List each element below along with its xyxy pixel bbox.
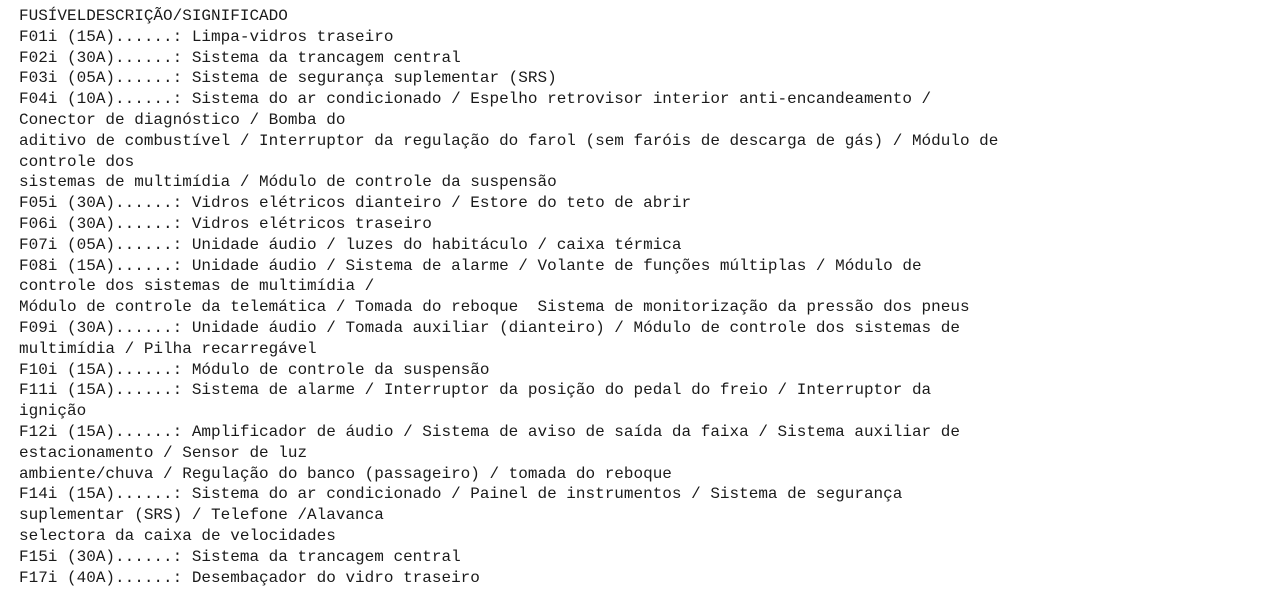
fuse-line-f09i-cont-1: multimídia / Pilha recarregável: [19, 339, 317, 358]
fuse-line-f04i-cont-4: sistemas de multimídia / Módulo de controle da suspensão: [19, 173, 557, 192]
fuse-line-f08i-cont-2: Módulo de controle da telemática / Tomada do reboque Sistema de monitorização da pressão dos pneus: [19, 298, 970, 317]
fuse-line-f05i: F05i (30A)......: Vidros elétricos dianteiro / Estore do teto de abrir: [19, 194, 692, 213]
fuse-line-f10i: F10i (15A)......: Módulo de controle da suspensão: [19, 360, 490, 379]
fuse-line-f06i: F06i (30A)......: Vidros elétricos traseiro: [19, 214, 432, 233]
fuse-line-f04i-cont-1: Conector de diagnóstico / Bomba do: [19, 110, 346, 129]
fuse-line-f14i-cont-1: suplementar (SRS) / Telefone /Alavanca: [19, 506, 384, 525]
fuse-line-f14i-cont-2: selectora da caixa de velocidades: [19, 526, 336, 545]
fuse-line-f02i: F02i (30A)......: Sistema da trancagem central: [19, 48, 461, 67]
fuse-line-f04i: F04i (10A)......: Sistema do ar condicionado / Espelho retrovisor interior anti-encandeamento /: [19, 90, 932, 109]
fuse-line-f17i: F17i (40A)......: Desembaçador do vidro traseiro: [19, 568, 480, 587]
header-line: FUSÍVELDESCRIÇÃO/SIGNIFICADO: [19, 7, 288, 25]
fuse-line-f12i-cont-2: ambiente/chuva / Regulação do banco (passageiro) / tomada do reboque: [19, 464, 672, 483]
fuse-line-f01i: F01i (15A)......: Limpa-vidros traseiro: [19, 27, 394, 46]
fuse-line-f04i-cont-3: controle dos: [19, 152, 135, 171]
fuse-line-f11i: F11i (15A)......: Sistema de alarme / Interruptor da posição do pedal do freio / Interruptor da: [19, 381, 932, 400]
fuse-line-f14i: F14i (15A)......: Sistema do ar condicionado / Painel de instrumentos / Sistema de segurança: [19, 485, 903, 504]
fuse-document: [19, 6, 1259, 588]
fuse-line-f12i: F12i (15A)......: Amplificador de áudio / Sistema de aviso de saída da faixa / Sistema auxiliar de: [19, 422, 960, 441]
fuse-line-f07i: F07i (05A)......: Unidade áudio / luzes do habitáculo / caixa térmica: [19, 235, 682, 254]
fuse-line-f09i: F09i (30A)......: Unidade áudio / Tomada auxiliar (dianteiro) / Módulo de controle dos sistemas de: [19, 318, 960, 337]
fuse-line-f04i-cont-2: aditivo de combustível / Interruptor da regulação do farol (sem faróis de descarga de gás) / Módulo de: [19, 131, 999, 150]
fuse-line-f11i-cont-1: ignição: [19, 402, 87, 421]
fuse-line-f08i-cont-1: controle dos sistemas de multimídia /: [19, 277, 375, 296]
fuse-line-f03i: F03i (05A)......: Sistema de segurança suplementar (SRS): [19, 69, 557, 88]
fuse-line-f12i-cont-1: estacionamento / Sensor de luz: [19, 443, 308, 462]
fuse-line-f15i: F15i (30A)......: Sistema da trancagem central: [19, 547, 461, 566]
fuse-line-f08i: F08i (15A)......: Unidade áudio / Sistema de alarme / Volante de funções múltiplas / Módulo de: [19, 256, 922, 275]
